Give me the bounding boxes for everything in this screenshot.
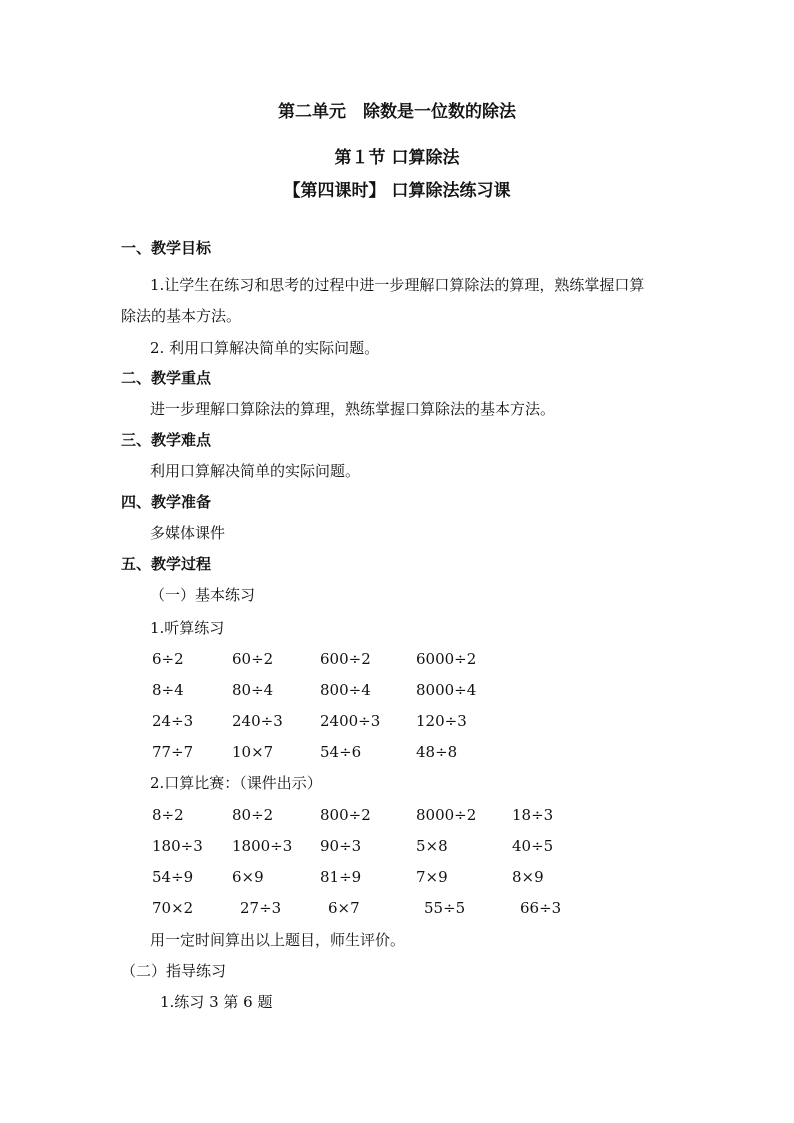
preparation-text: 多媒体课件 — [150, 524, 226, 542]
basic-practice-heading: （一）基本练习 — [150, 586, 256, 604]
contest-problem: 8000÷2 — [416, 806, 477, 824]
listen-problem: 800÷4 — [320, 681, 371, 699]
contest-problem: 55÷5 — [424, 899, 466, 917]
listening-practice-title: 1.听算练习 — [150, 619, 225, 637]
key-points-text: 进一步理解口算除法的算理，熟练掌握口算除法的基本方法。 — [150, 400, 556, 418]
unit-title: 第二单元 除数是一位数的除法 — [278, 102, 516, 122]
listen-problem: 10×7 — [232, 743, 274, 761]
contest-problem: 54÷9 — [152, 868, 194, 886]
contest-problem: 6×9 — [232, 868, 264, 886]
preparation-heading: 四、教学准备 — [121, 493, 212, 511]
goal-1-line-1: 1.让学生在练习和思考的过程中进一步理解口算除法的算理，熟练掌握口算 — [150, 276, 645, 294]
listen-problem: 6000÷2 — [416, 650, 477, 668]
goals-heading: 一、教学目标 — [121, 239, 212, 257]
contest-problem: 8×9 — [512, 868, 544, 886]
contest-problem: 27÷3 — [240, 899, 282, 917]
listen-problem: 8÷4 — [152, 681, 184, 699]
contest-problem: 80÷2 — [232, 806, 274, 824]
lesson-title: 【第四课时】 口算除法练习课 — [283, 181, 511, 201]
goal-1-line-2: 除法的基本方法。 — [121, 307, 242, 325]
contest-problem: 40÷5 — [512, 837, 554, 855]
section-title: 第１节 口算除法 — [334, 148, 460, 168]
contest-problem: 8÷2 — [152, 806, 184, 824]
listen-problem: 2400÷3 — [320, 712, 381, 730]
difficulty-heading: 三、教学难点 — [121, 431, 212, 449]
contest-problem: 800÷2 — [320, 806, 371, 824]
contest-problem: 90÷3 — [320, 837, 362, 855]
contest-problem: 6×7 — [328, 899, 360, 917]
key-points-heading: 二、教学重点 — [121, 369, 212, 387]
exercise-reference: 1.练习 3 第 6 题 — [160, 993, 273, 1011]
evaluation-text: 用一定时间算出以上题目，师生评价。 — [150, 931, 406, 949]
listen-problem: 77÷7 — [152, 743, 194, 761]
listen-problem: 120÷3 — [416, 712, 467, 730]
contest-problem: 81÷9 — [320, 868, 362, 886]
listen-problem: 80÷4 — [232, 681, 274, 699]
contest-problem: 18÷3 — [512, 806, 554, 824]
contest-problem: 66÷3 — [520, 899, 562, 917]
contest-problem: 7×9 — [416, 868, 448, 886]
listen-problem: 54÷6 — [320, 743, 362, 761]
process-heading: 五、教学过程 — [121, 555, 212, 573]
listen-problem: 240÷3 — [232, 712, 283, 730]
goal-2: 2. 利用口算解决简单的实际问题。 — [150, 339, 380, 357]
listen-problem: 60÷2 — [232, 650, 274, 668]
contest-problem: 5×8 — [416, 837, 448, 855]
listen-problem: 6÷2 — [152, 650, 184, 668]
difficulty-text: 利用口算解决简单的实际问题。 — [150, 462, 361, 480]
contest-problem: 70×2 — [152, 899, 194, 917]
guided-practice-heading: （二）指导练习 — [121, 962, 227, 980]
listen-problem: 48÷8 — [416, 743, 458, 761]
listen-problem: 24÷3 — [152, 712, 194, 730]
listen-problem: 600÷2 — [320, 650, 371, 668]
contest-problem: 1800÷3 — [232, 837, 293, 855]
listen-problem: 8000÷4 — [416, 681, 477, 699]
oral-contest-title: 2.口算比赛：（课件出示） — [150, 774, 322, 792]
contest-problem: 180÷3 — [152, 837, 203, 855]
